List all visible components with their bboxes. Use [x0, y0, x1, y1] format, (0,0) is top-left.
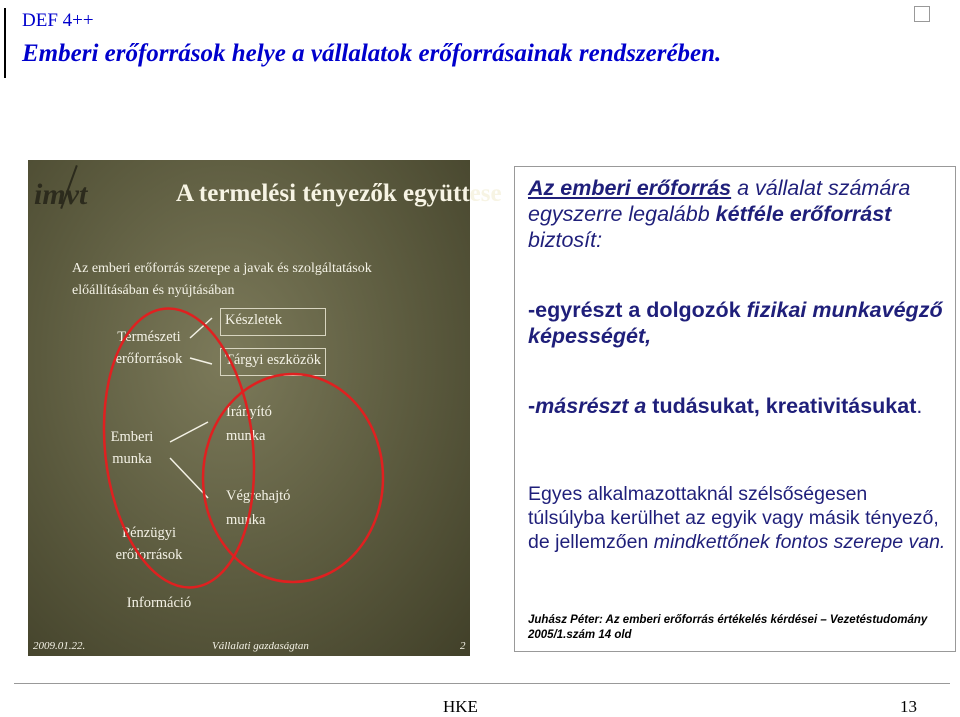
paragraph-4 [528, 482, 948, 554]
label-human-work: Emberi munka [110, 429, 154, 467]
embedded-footer-page: 2 [460, 640, 466, 652]
label-executing-work: Végrehajtó munka [226, 488, 291, 528]
header-accent-line [4, 8, 6, 78]
text-run: - [528, 394, 536, 418]
paragraph-2 [528, 297, 943, 349]
embedded-footer-date: 2009.01.22. [33, 640, 86, 652]
highlight-ellipse-left [91, 301, 267, 595]
embedded-footer-center: Vállalati gazdaságtan [212, 640, 309, 652]
embedded-slide-subtitle: Az emberi erőforrás szerepe a javak és szolgáltatások előállításában és nyújtásában [72, 261, 372, 298]
slide-title: Emberi erőforrások helye a vállalatok erőforrásainak rendszerében. [22, 40, 722, 67]
label-managing-work: Irányító munka [226, 404, 272, 444]
label-information: Információ [126, 595, 192, 611]
connector-line [190, 358, 212, 364]
highlight-ellipse-right [203, 374, 383, 582]
logo: imvt [34, 178, 88, 211]
slide-code: DEF 4++ [22, 10, 94, 31]
reference-note: Juhász Péter: Az emberi erőforrás értékelés kérdései – Vezetéstudomány 2005/1.szám 14 old [528, 614, 928, 641]
paragraph-3 [528, 393, 943, 419]
footer-page-number: 13 [900, 697, 917, 716]
text-run: másrészt a [535, 394, 647, 418]
text-run: . [916, 394, 923, 418]
text-run: számára egyszerre legalább [528, 176, 911, 226]
embedded-slide-title: A termelési tényezők együttese [176, 180, 502, 207]
text-run: mindkettőnek fontos szerepe van. [653, 531, 946, 553]
embedded-slide [28, 160, 502, 656]
box-fixed-assets: Tárgyi eszközök [220, 348, 326, 376]
diagram-connectors [28, 160, 470, 656]
text-run: tudásukat, kreativitásukat [646, 394, 917, 418]
text-run: a vállalat [731, 176, 828, 200]
footer-center: HKE [443, 697, 478, 716]
paragraph-1 [528, 175, 943, 253]
box-inventory: Készletek [220, 308, 326, 336]
text-run: -egyrészt a dolgozók [528, 298, 747, 322]
label-financial-resources: Pénzügyi erőforrások [115, 525, 183, 563]
text-run: fizikai munkavégző képességét, [528, 298, 943, 348]
text-run: Az emberi erőforrás [528, 176, 732, 200]
connector-line [170, 422, 208, 442]
text-run: kétféle erőforrást [715, 202, 892, 226]
footer-divider [14, 683, 950, 684]
label-natural-resources: Természeti erőforrások [115, 329, 183, 367]
text-run: Egyes alkalmazottaknál szélsőségesen túlsúlyba kerülhet az egyik vagy másik tényező, de jellemzően [528, 483, 939, 553]
text-run: biztosít: [528, 228, 603, 252]
corner-mark [914, 6, 930, 22]
